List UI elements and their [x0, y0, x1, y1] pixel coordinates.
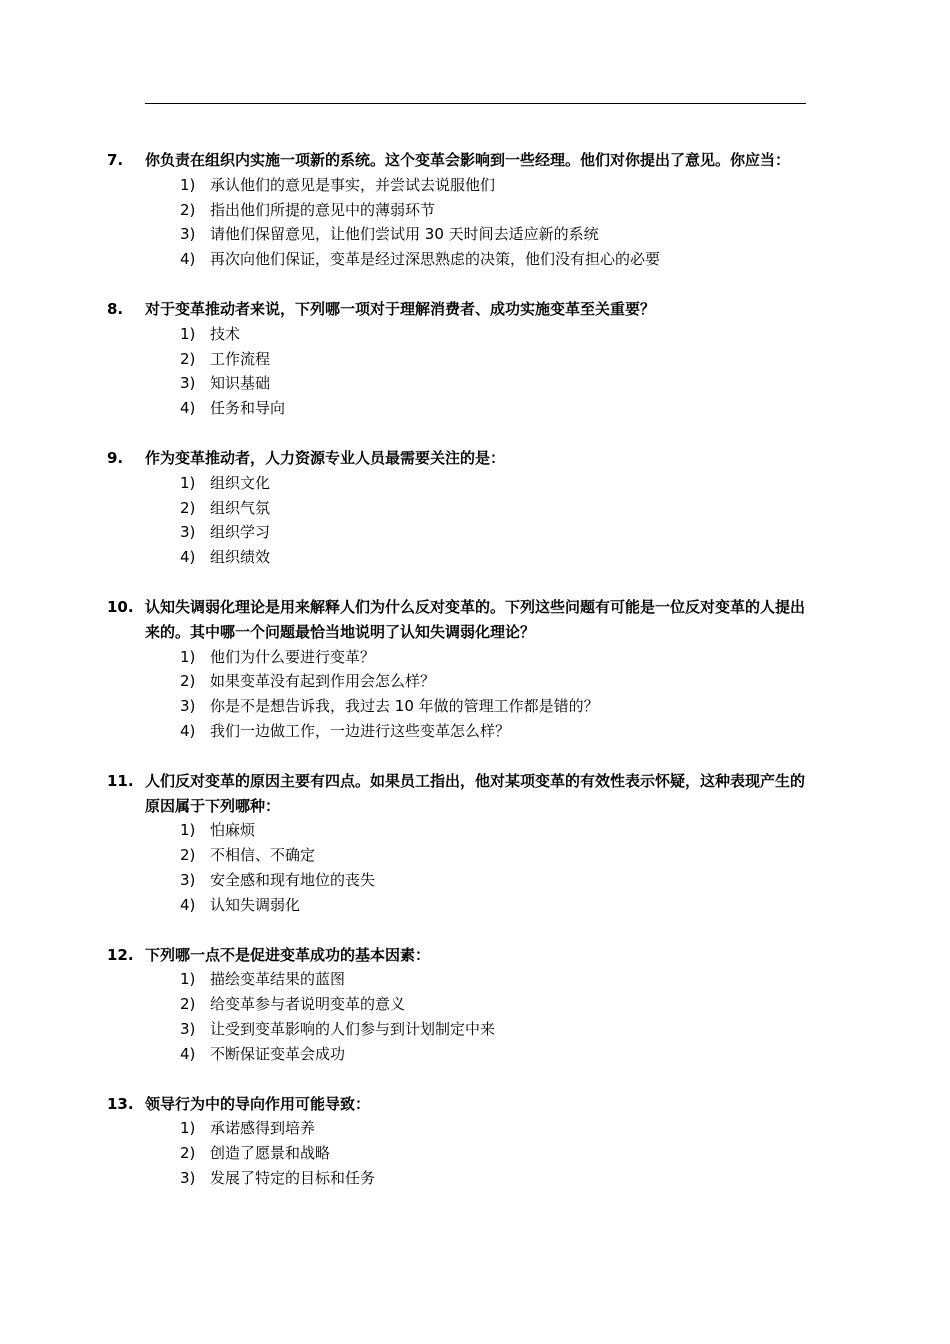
- question-text: 你负责在组织内实施一项新的系统。这个变革会影响到一些经理。他们对你提出了意见。你应当：: [145, 151, 791, 169]
- option-number: 2): [180, 349, 196, 368]
- option-number: 4): [180, 895, 196, 914]
- option-number: 2): [180, 995, 196, 1014]
- option-number: 3): [180, 225, 196, 244]
- option-text: 组织绩效: [210, 548, 271, 567]
- option-text: 他们为什么要进行变革？: [210, 647, 376, 666]
- option-item: [0, 247, 950, 272]
- question-item: [0, 446, 950, 570]
- option-item: [0, 222, 950, 247]
- option-text: 再次向他们保证，变革是经过深思熟虑的决策，他们没有担心的必要: [210, 250, 661, 269]
- option-number: 3): [180, 523, 196, 542]
- question-text: 对于变革推动者来说，下列哪一项对于理解消费者、成功实施变革至关重要？: [145, 299, 656, 318]
- question-text: 认知失调弱化理论是用来解释人们为什么反对变革的。下列这些问题有可能是一位反对变革的人提出来的。其中哪一个问题最恰当地说明了认知失调弱化理论？: [145, 597, 806, 641]
- option-item: [0, 1042, 950, 1067]
- option-text: 组织气氛: [210, 498, 271, 517]
- option-text: 发展了特定的目标和任务: [210, 1168, 376, 1187]
- option-text: 描绘变革结果的蓝图: [210, 970, 346, 989]
- option-text: 知识基础: [210, 374, 271, 393]
- option-list: [0, 322, 950, 421]
- option-list: [0, 173, 950, 272]
- option-number: 2): [180, 672, 196, 691]
- question-list: [0, 148, 950, 1216]
- question-number: 10.: [107, 597, 134, 616]
- question-header: [0, 943, 950, 968]
- option-number: 2): [180, 846, 196, 865]
- option-text: 工作流程: [210, 349, 271, 368]
- option-number: 4): [180, 399, 196, 418]
- option-list: [0, 818, 950, 917]
- option-text: 创造了愿景和战略: [210, 1144, 331, 1163]
- question-text: 领导行为中的导向作用可能导致：: [145, 1094, 371, 1113]
- question-text: 人们反对变革的原因主要有四点。如果员工指出，他对某项变革的有效性表示怀疑，这种表现产生的原因属于下列哪种：: [145, 771, 806, 815]
- option-text: 承认他们的意见是事实，并尝试去说服他们: [210, 175, 496, 194]
- option-text: 承诺感得到培养: [210, 1119, 316, 1138]
- question-number: 13.: [107, 1094, 134, 1113]
- option-number: 4): [180, 250, 196, 269]
- question-header: [0, 595, 950, 645]
- option-number: 1): [180, 1119, 196, 1138]
- option-number: 4): [180, 721, 196, 740]
- option-text: 安全感和现有地位的丧失: [210, 870, 376, 889]
- option-item: [0, 347, 950, 372]
- option-number: 3): [180, 1019, 196, 1038]
- option-number: 1): [180, 970, 196, 989]
- option-number: 4): [180, 1044, 196, 1063]
- option-item: [0, 173, 950, 198]
- question-header: [0, 148, 950, 173]
- question-item: [0, 595, 950, 744]
- option-number: 1): [180, 324, 196, 343]
- option-item: [0, 1017, 950, 1042]
- option-number: 3): [180, 1168, 196, 1187]
- option-item: [0, 545, 950, 570]
- option-text: 给变革参与者说明变革的意义: [210, 995, 406, 1014]
- option-item: [0, 645, 950, 670]
- option-item: [0, 967, 950, 992]
- option-text: 不断保证变革会成功: [210, 1044, 346, 1063]
- option-item: [0, 496, 950, 521]
- option-item: [0, 694, 950, 719]
- option-item: [0, 1166, 950, 1191]
- option-item: [0, 893, 950, 918]
- option-item: [0, 818, 950, 843]
- option-list: [0, 471, 950, 570]
- option-number: 4): [180, 548, 196, 567]
- option-text: 请他们保留意见，让他们尝试用 30 天时间去适应新的系统: [210, 225, 599, 244]
- question-text: 下列哪一点不是促进变革成功的基本因素：: [145, 945, 431, 964]
- option-item: [0, 992, 950, 1017]
- option-item: [0, 371, 950, 396]
- question-item: [0, 943, 950, 1067]
- option-text: 指出他们所提的意见中的薄弱环节: [210, 200, 436, 219]
- option-text: 技术: [210, 324, 241, 343]
- option-number: 3): [180, 374, 196, 393]
- option-text: 任务和导向: [210, 399, 286, 418]
- question-number: 11.: [107, 771, 134, 790]
- question-item: [0, 297, 950, 421]
- option-item: [0, 198, 950, 223]
- option-item: [0, 322, 950, 347]
- option-item: [0, 1116, 950, 1141]
- option-number: 2): [180, 498, 196, 517]
- option-item: [0, 669, 950, 694]
- question-item: [0, 1092, 950, 1191]
- option-item: [0, 1141, 950, 1166]
- option-list: [0, 645, 950, 744]
- option-number: 3): [180, 870, 196, 889]
- option-number: 3): [180, 697, 196, 716]
- option-list: [0, 967, 950, 1066]
- question-number: 9.: [107, 448, 124, 467]
- option-text: 我们一边做工作，一边进行这些变革怎么样？: [210, 721, 511, 740]
- option-text: 不相信、不确定: [210, 846, 316, 865]
- option-number: 2): [180, 200, 196, 219]
- question-header: [0, 446, 950, 471]
- option-text: 组织学习: [210, 523, 271, 542]
- option-number: 1): [180, 473, 196, 492]
- question-item: [0, 148, 950, 272]
- option-list: [0, 1116, 950, 1190]
- question-number: 8.: [107, 299, 124, 318]
- question-header: [0, 297, 950, 322]
- option-item: [0, 396, 950, 421]
- option-number: 1): [180, 821, 196, 840]
- option-item: [0, 719, 950, 744]
- question-number: 7.: [107, 151, 124, 169]
- option-text: 你是不是想告诉我，我过去 10 年做的管理工作都是错的？: [210, 697, 599, 716]
- option-item: [0, 843, 950, 868]
- option-number: 1): [180, 175, 196, 194]
- option-item: [0, 868, 950, 893]
- option-item: [0, 471, 950, 496]
- option-text: 如果变革没有起到作用会怎么样？: [210, 672, 436, 691]
- question-text: 作为变革推动者，人力资源专业人员最需要关注的是：: [145, 448, 506, 467]
- question-number: 12.: [107, 945, 134, 964]
- option-item: [0, 520, 950, 545]
- question-item: [0, 769, 950, 918]
- option-text: 组织文化: [210, 473, 271, 492]
- option-text: 怕麻烦: [210, 821, 256, 840]
- header-rule: [145, 103, 806, 104]
- option-text: 认知失调弱化: [210, 895, 301, 914]
- option-number: 1): [180, 647, 196, 666]
- option-text: 让受到变革影响的人们参与到计划制定中来: [210, 1019, 496, 1038]
- option-number: 2): [180, 1144, 196, 1163]
- question-header: [0, 769, 950, 819]
- question-header: [0, 1092, 950, 1117]
